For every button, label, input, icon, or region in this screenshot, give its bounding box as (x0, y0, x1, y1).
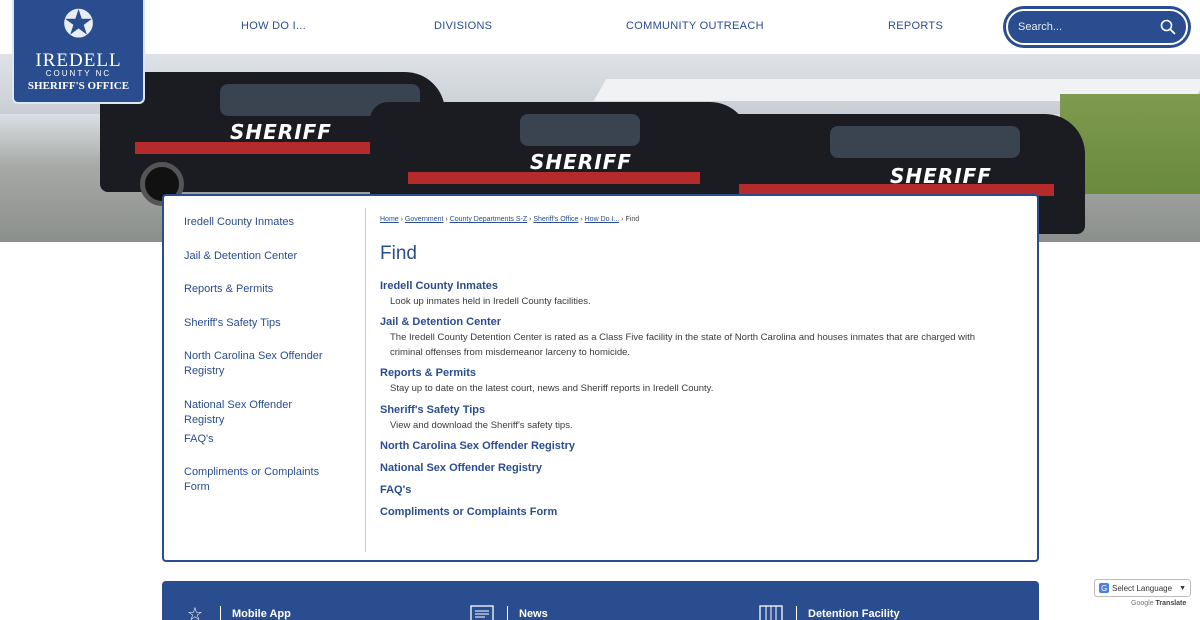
sheriff-logo[interactable] (12, 0, 145, 104)
page-title: Find (380, 243, 417, 264)
sidebar-item-nc-sex-offender[interactable]: North Carolina Sex Offender Registry (184, 350, 323, 377)
logo-title: IREDELL (35, 50, 122, 71)
footer-label-detention-facility: Detention Facility (808, 608, 900, 620)
link-jail-detention-center[interactable]: Jail & Detention Center (380, 316, 502, 328)
top-navigation-bar (0, 0, 1200, 92)
powered-by-google[interactable] (1131, 600, 1186, 607)
newspaper-icon (469, 604, 495, 620)
desc-safety-tips: View and download the Sheriff's safety tips. (390, 420, 573, 431)
content-card (162, 194, 1039, 562)
footer-separator (220, 606, 221, 620)
sheriff-star-icon: ✪ (62, 4, 95, 46)
jail-bars-icon (758, 604, 784, 620)
link-faqs[interactable]: FAQ's (380, 484, 412, 496)
breadcrumb-government[interactable]: Government (404, 216, 444, 223)
chevron-down-icon: ▼ (1179, 584, 1186, 592)
translate-link[interactable]: Translate (1155, 600, 1187, 607)
car-sheriff-text: SHERIFF (890, 164, 992, 188)
link-national-sex-offender-registry[interactable]: National Sex Offender Registry (380, 462, 542, 474)
footer-link-detention-facility[interactable] (758, 604, 900, 620)
link-nc-sex-offender-registry[interactable]: North Carolina Sex Offender Registry (380, 440, 575, 452)
logo-office: SHERIFF'S OFFICE (27, 80, 130, 92)
breadcrumb-home[interactable]: Home (380, 216, 399, 223)
language-select[interactable] (1094, 579, 1191, 597)
main-content (380, 196, 1037, 560)
desc-reports-permits: Stay up to date on the latest court, news and Sheriff reports in Iredell County. (390, 383, 714, 394)
search-icon[interactable] (1160, 19, 1176, 35)
link-reports-permits[interactable]: Reports & Permits (380, 367, 476, 379)
sidebar-item-faqs[interactable]: FAQ's (184, 433, 214, 445)
link-compliments-complaints-form[interactable]: Compliments or Complaints Form (380, 506, 558, 518)
logo-subtitle: COUNTY NC (45, 69, 112, 78)
star-badge-icon: ☆ (186, 604, 204, 620)
nav-community-outreach[interactable]: COMMUNITY OUTREACH (626, 20, 764, 32)
breadcrumb-sheriffs-office[interactable]: Sheriff's Office (533, 216, 579, 223)
search-box (1003, 6, 1191, 48)
footer-label-mobile-app: Mobile App (232, 608, 291, 620)
sidebar-item-jail[interactable]: Jail & Detention Center (184, 250, 298, 262)
nav-how-do-i[interactable]: HOW DO I... (241, 20, 307, 32)
sidebar-item-reports[interactable]: Reports & Permits (184, 283, 274, 295)
search-input[interactable] (1018, 21, 1154, 33)
link-safety-tips[interactable]: Sheriff's Safety Tips (380, 404, 486, 416)
footer-link-news[interactable] (469, 604, 548, 620)
car-sheriff-text: SHERIFF (530, 150, 632, 174)
powered-by-brand: Google (1131, 600, 1154, 607)
search-field-frame (1006, 9, 1188, 45)
link-iredell-county-inmates[interactable]: Iredell County Inmates (380, 280, 498, 292)
language-select-label: Select Language (1112, 583, 1173, 593)
sidebar-nav (164, 196, 366, 560)
footer-separator (507, 606, 508, 620)
sidebar-item-national-sex-offender[interactable]: National Sex Offender Registry (184, 399, 293, 426)
breadcrumb-current: Find (625, 216, 640, 223)
quick-links-footer (162, 581, 1039, 620)
breadcrumb: Home › Government › County Departments S-Z › Sheriff's Office › How Do I... › Find (380, 216, 640, 223)
breadcrumb-how-do-i[interactable]: How Do I... (584, 216, 620, 223)
car-window (830, 126, 1020, 158)
car-sheriff-text: SHERIFF (230, 120, 332, 144)
footer-separator (796, 606, 797, 620)
sidebar-item-inmates[interactable]: Iredell County Inmates (184, 216, 295, 228)
sidebar-divider (365, 208, 366, 552)
footer-label-news: News (519, 608, 548, 620)
svg-text:G: G (1101, 584, 1108, 593)
breadcrumb-departments[interactable]: County Departments S-Z (449, 216, 528, 223)
footer-link-mobile-app[interactable] (182, 604, 291, 620)
nav-reports[interactable]: REPORTS (888, 20, 944, 32)
sidebar-item-compliments[interactable]: Compliments or Complaints Form (184, 466, 320, 493)
desc-jail-detention-center: The Iredell County Detention Center is rated as a Class Five facility in the state of North Carolina and houses inmates that are charged with criminal offenses from misdemeanor larceny to homicide. (390, 332, 976, 358)
car-window (520, 114, 640, 146)
nav-divisions[interactable]: DIVISIONS (434, 20, 493, 32)
google-translate-icon (1099, 583, 1109, 593)
sidebar-item-safety-tips[interactable]: Sheriff's Safety Tips (184, 317, 281, 329)
desc-iredell-county-inmates: Look up inmates held in Iredell County facilities. (390, 296, 591, 307)
